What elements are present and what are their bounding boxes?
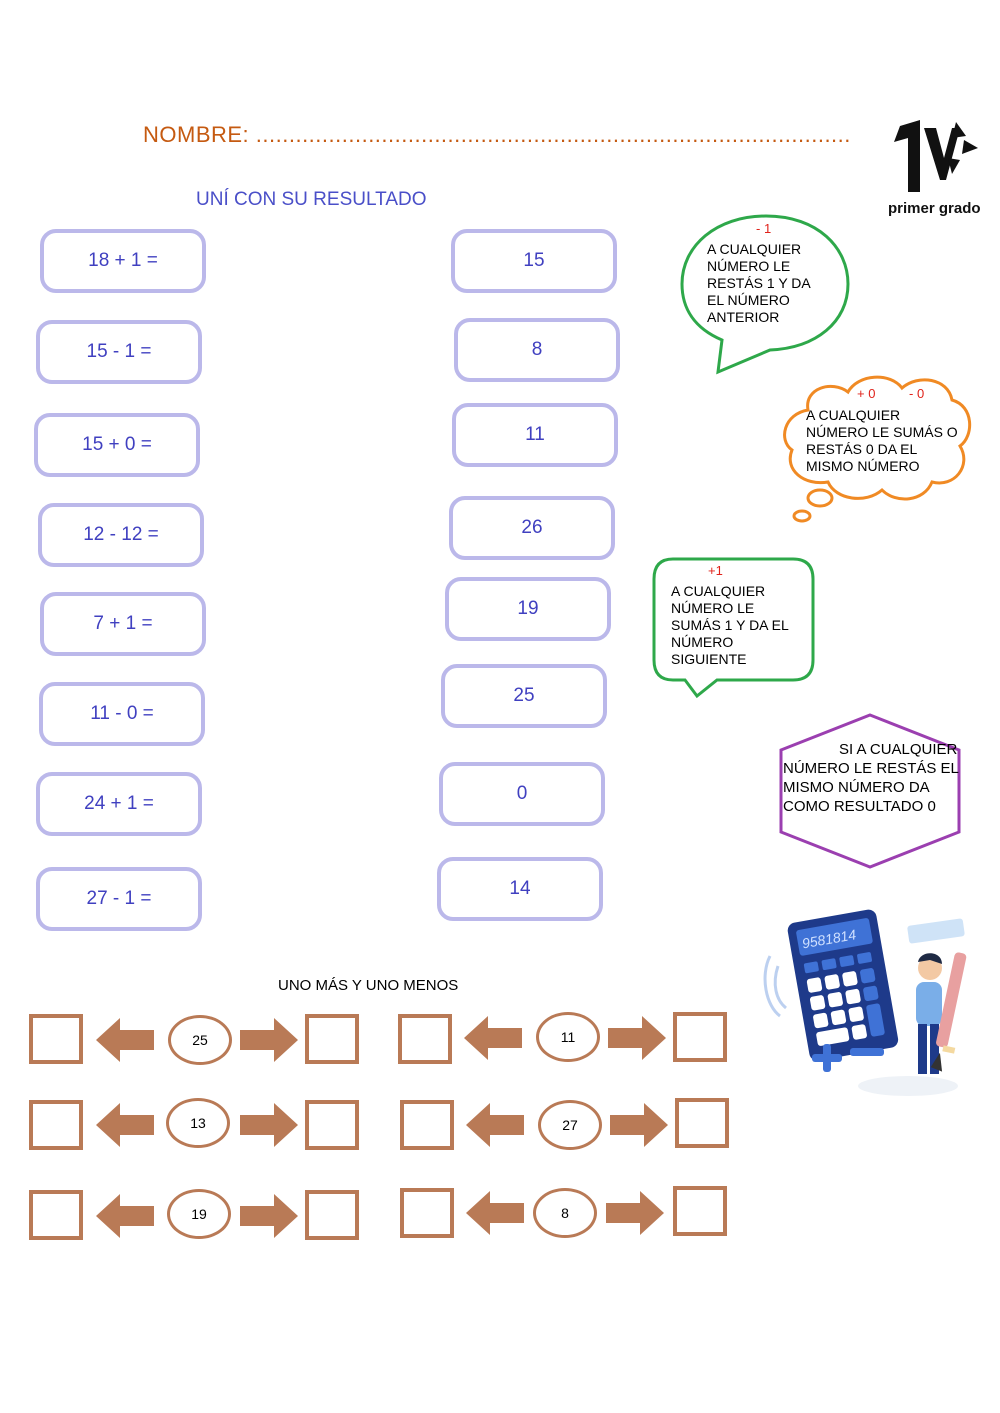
operation-text: 15 - 1 = (86, 341, 152, 362)
next-number-box[interactable] (305, 1014, 359, 1064)
result-box[interactable] (445, 577, 611, 641)
tip-zero-text: A CUALQUIER NÚMERO LE SUMÁS O RESTÁS 0 DA EL MISMO NÚMERO (806, 407, 958, 474)
result-text: 19 (517, 598, 539, 619)
previous-number-box[interactable] (400, 1100, 454, 1150)
result-box[interactable] (451, 229, 617, 293)
calculator-display-text: 9581814 (800, 926, 858, 952)
previous-number-box[interactable] (398, 1014, 452, 1064)
operation-box[interactable] (34, 413, 200, 477)
plus-zero-tag: + 0 (857, 386, 876, 401)
number-value: 27 (562, 1117, 578, 1133)
result-box[interactable] (437, 857, 603, 921)
operation-text: 27 - 1 = (86, 888, 152, 909)
primer-grado-logo-icon (886, 118, 982, 198)
result-box[interactable] (439, 762, 605, 826)
result-text: 25 (513, 685, 535, 706)
result-text: 0 (516, 783, 528, 804)
arrow-left-icon (464, 1016, 522, 1060)
result-text: 8 (531, 339, 543, 360)
next-number-box[interactable] (675, 1098, 729, 1148)
operation-text: 12 - 12 = (83, 524, 159, 545)
previous-number-box[interactable] (29, 1100, 83, 1150)
next-number-box[interactable] (673, 1012, 727, 1062)
calculator-illustration-icon (758, 896, 972, 1104)
number-oval (166, 1098, 230, 1148)
operation-box[interactable] (40, 229, 206, 293)
result-box[interactable] (441, 664, 607, 728)
operation-box[interactable] (36, 867, 202, 931)
previous-number-box[interactable] (400, 1188, 454, 1238)
arrow-right-icon (606, 1191, 664, 1235)
tip-same-text: SI A CUALQUIER NÚMERO LE RESTÁS EL MISMO NÚMERO DA COMO RESULTADO 0 (783, 741, 959, 815)
section2-title: UNO MÁS Y UNO MENOS (278, 977, 459, 994)
result-box[interactable] (452, 403, 618, 467)
arrow-left-icon (96, 1103, 154, 1147)
operation-box[interactable] (36, 772, 202, 836)
number-value: 8 (561, 1205, 569, 1221)
result-box[interactable] (454, 318, 620, 382)
next-number-box[interactable] (305, 1100, 359, 1150)
number-oval (538, 1100, 602, 1150)
arrow-left-icon (96, 1018, 154, 1062)
arrow-right-icon (240, 1103, 298, 1147)
minus-one-tag: - 1 (756, 221, 772, 236)
operation-text: 7 + 1 = (93, 613, 153, 634)
number-oval (536, 1012, 600, 1062)
operation-box[interactable] (39, 682, 205, 746)
operation-box[interactable] (36, 320, 202, 384)
result-text: 26 (521, 517, 543, 538)
plus-one-tag: +1 (708, 563, 723, 578)
previous-number-box[interactable] (29, 1190, 83, 1240)
arrow-right-icon (608, 1016, 666, 1060)
number-oval (533, 1188, 597, 1238)
result-text: 15 (523, 250, 545, 271)
arrow-left-icon (466, 1191, 524, 1235)
arrow-right-icon (610, 1103, 668, 1147)
number-oval (167, 1189, 231, 1239)
next-number-box[interactable] (673, 1186, 727, 1236)
number-value: 25 (192, 1032, 208, 1048)
operation-text: 18 + 1 = (88, 250, 158, 271)
number-value: 19 (191, 1206, 207, 1222)
operation-text: 24 + 1 = (84, 793, 154, 814)
number-value: 11 (560, 1029, 576, 1045)
result-text: 11 (525, 424, 545, 445)
operation-box[interactable] (40, 592, 206, 656)
previous-number-box[interactable] (29, 1014, 83, 1064)
logo-text: primer grado (888, 200, 981, 217)
arrow-left-icon (96, 1194, 154, 1238)
tip-plus-one-text: A CUALQUIER NÚMERO LE SUMÁS 1 Y DA EL NÚMERO SIGUIENTE (671, 583, 789, 667)
number-value: 13 (190, 1115, 206, 1131)
tip-minus-one-text: A CUALQUIER NÚMERO LE RESTÁS 1 Y DA EL NÚMERO ANTERIOR (707, 241, 810, 325)
exercise-title: UNÍ CON SU RESULTADO (196, 189, 427, 210)
arrow-right-icon (240, 1018, 298, 1062)
arrow-right-icon (240, 1194, 298, 1238)
minus-zero-tag: - 0 (909, 386, 925, 401)
name-field-label: NOMBRE: .......................................................................................... (143, 122, 851, 147)
operation-text: 11 - 0 = (90, 703, 154, 724)
operation-box[interactable] (38, 503, 204, 567)
next-number-box[interactable] (305, 1190, 359, 1240)
operation-text: 15 + 0 = (82, 434, 152, 455)
result-box[interactable] (449, 496, 615, 560)
number-oval (168, 1015, 232, 1065)
result-text: 14 (509, 878, 531, 899)
arrow-left-icon (466, 1103, 524, 1147)
